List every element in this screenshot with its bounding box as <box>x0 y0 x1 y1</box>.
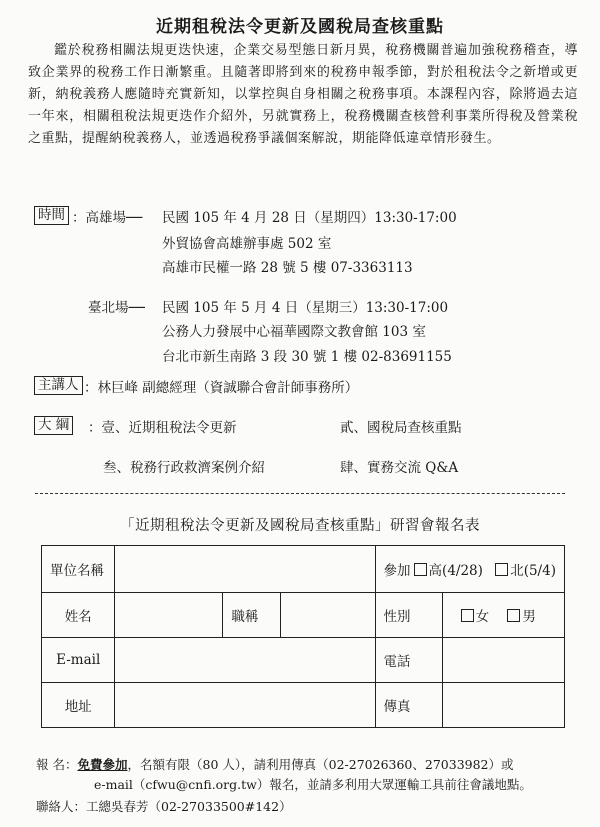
outline-label: 大 綱 <box>34 416 73 435</box>
gender-label: 性別 <box>375 593 442 638</box>
registration-line-2: e-mail（cfwu@cnfi.org.tw）報名，並請多利用大眾運輸工具前往會議地點。 <box>94 777 532 792</box>
male-option: 男 <box>522 609 536 625</box>
contact-line: 聯絡人：工總吳春芳（02-27033500#142） <box>36 799 292 814</box>
phone-label: 電話 <box>375 638 442 683</box>
registration-form <box>41 545 565 728</box>
kaohsiung-date: 民國 105 年 4 月 28 日（星期四）13:30-17:00 <box>162 210 457 226</box>
taipei-session-name: 臺北場── <box>88 300 145 316</box>
address-input[interactable] <box>115 683 375 728</box>
page-title: 近期租稅法令更新及國稅局查核重點 <box>156 17 444 37</box>
outline-item: 貳、國稅局查核重點 <box>340 420 462 436</box>
time-label: 時間 <box>34 206 69 225</box>
outline-item: ：壹、近期租稅法令更新 <box>88 420 237 436</box>
kaohsiung-checkbox[interactable] <box>414 563 427 576</box>
form-title: 「近期租稅法令更新及國稅局查核重點」研習會報名表 <box>120 518 480 534</box>
registration-label: 報 名： <box>36 757 78 772</box>
attend-label: 參加 <box>383 563 411 579</box>
attend-cell <box>375 546 564 593</box>
taipei-address: 台北市新生南路 3 段 30 號 1 樓 02-83691155 <box>162 349 452 365</box>
outline-item: 肆、實務交流 Q&A <box>340 460 459 476</box>
taipei-checkbox[interactable] <box>495 563 508 576</box>
taipei-venue: 公務人力發展中心福華國際文教會館 103 室 <box>162 324 426 340</box>
outline-item: 叁、稅務行政救濟案例介紹 <box>103 460 265 476</box>
kaohsiung-address: 高雄市民權一路 28 號 5 樓 07-3363113 <box>162 260 413 276</box>
registration-text: ，名額有限（80 人），請利用傳真（02-27026360、27033982）或 <box>127 757 514 772</box>
email-input[interactable] <box>115 638 375 683</box>
male-checkbox[interactable] <box>507 609 520 622</box>
fax-label: 傳真 <box>375 683 442 728</box>
name-label: 姓名 <box>42 593 115 638</box>
taipei-option: 北(5/4) <box>510 563 556 579</box>
speaker-text: ：林巨峰 副總經理（資誠聯合會計師事務所） <box>84 380 359 396</box>
intro-paragraph: 鑑於稅務相關法規更迭快速，企業交易型態日新月異，稅務機關普遍加強稅務稽查，導致企業界的稅務工作日漸繁重。且隨著即將到來的稅務申報季節，對於租稅法令之新增或更新，納稅義務人應隨時充實新知，以掌控與自身相關之稅務事項。本課程內容，除將過去這一年來，相關租稅法規更迭作介紹外，另就實務上，稅務機關查核營利事業所得稅及營業稅之重點，提醒納稅義務人，並透過稅務爭議個案解說，期能降低違章情形發生。 <box>28 43 578 146</box>
female-checkbox[interactable] <box>461 609 474 622</box>
fax-input[interactable] <box>442 683 564 728</box>
unit-input[interactable] <box>115 546 375 593</box>
free-notice: 免費參加 <box>77 757 128 772</box>
job-title-input[interactable] <box>280 593 375 638</box>
registration-line <box>36 755 514 773</box>
gender-cell <box>442 593 564 638</box>
job-title-label: 職稱 <box>223 593 280 638</box>
phone-input[interactable] <box>442 638 564 683</box>
unit-label: 單位名稱 <box>42 546 115 593</box>
dashed-divider <box>35 493 565 494</box>
kaohsiung-session-name: ：高雄場── <box>72 210 143 226</box>
address-label: 地址 <box>42 683 115 728</box>
speaker-label: 主講人 <box>34 376 83 395</box>
name-input[interactable] <box>115 593 223 638</box>
kaohsiung-option: 高(4/28) <box>428 563 483 579</box>
email-label: E-mail <box>42 638 115 683</box>
kaohsiung-venue: 外貿協會高雄辦事處 502 室 <box>162 236 332 252</box>
female-option: 女 <box>475 609 490 625</box>
taipei-date: 民國 105 年 5 月 4 日（星期三）13:30-17:00 <box>162 300 449 316</box>
